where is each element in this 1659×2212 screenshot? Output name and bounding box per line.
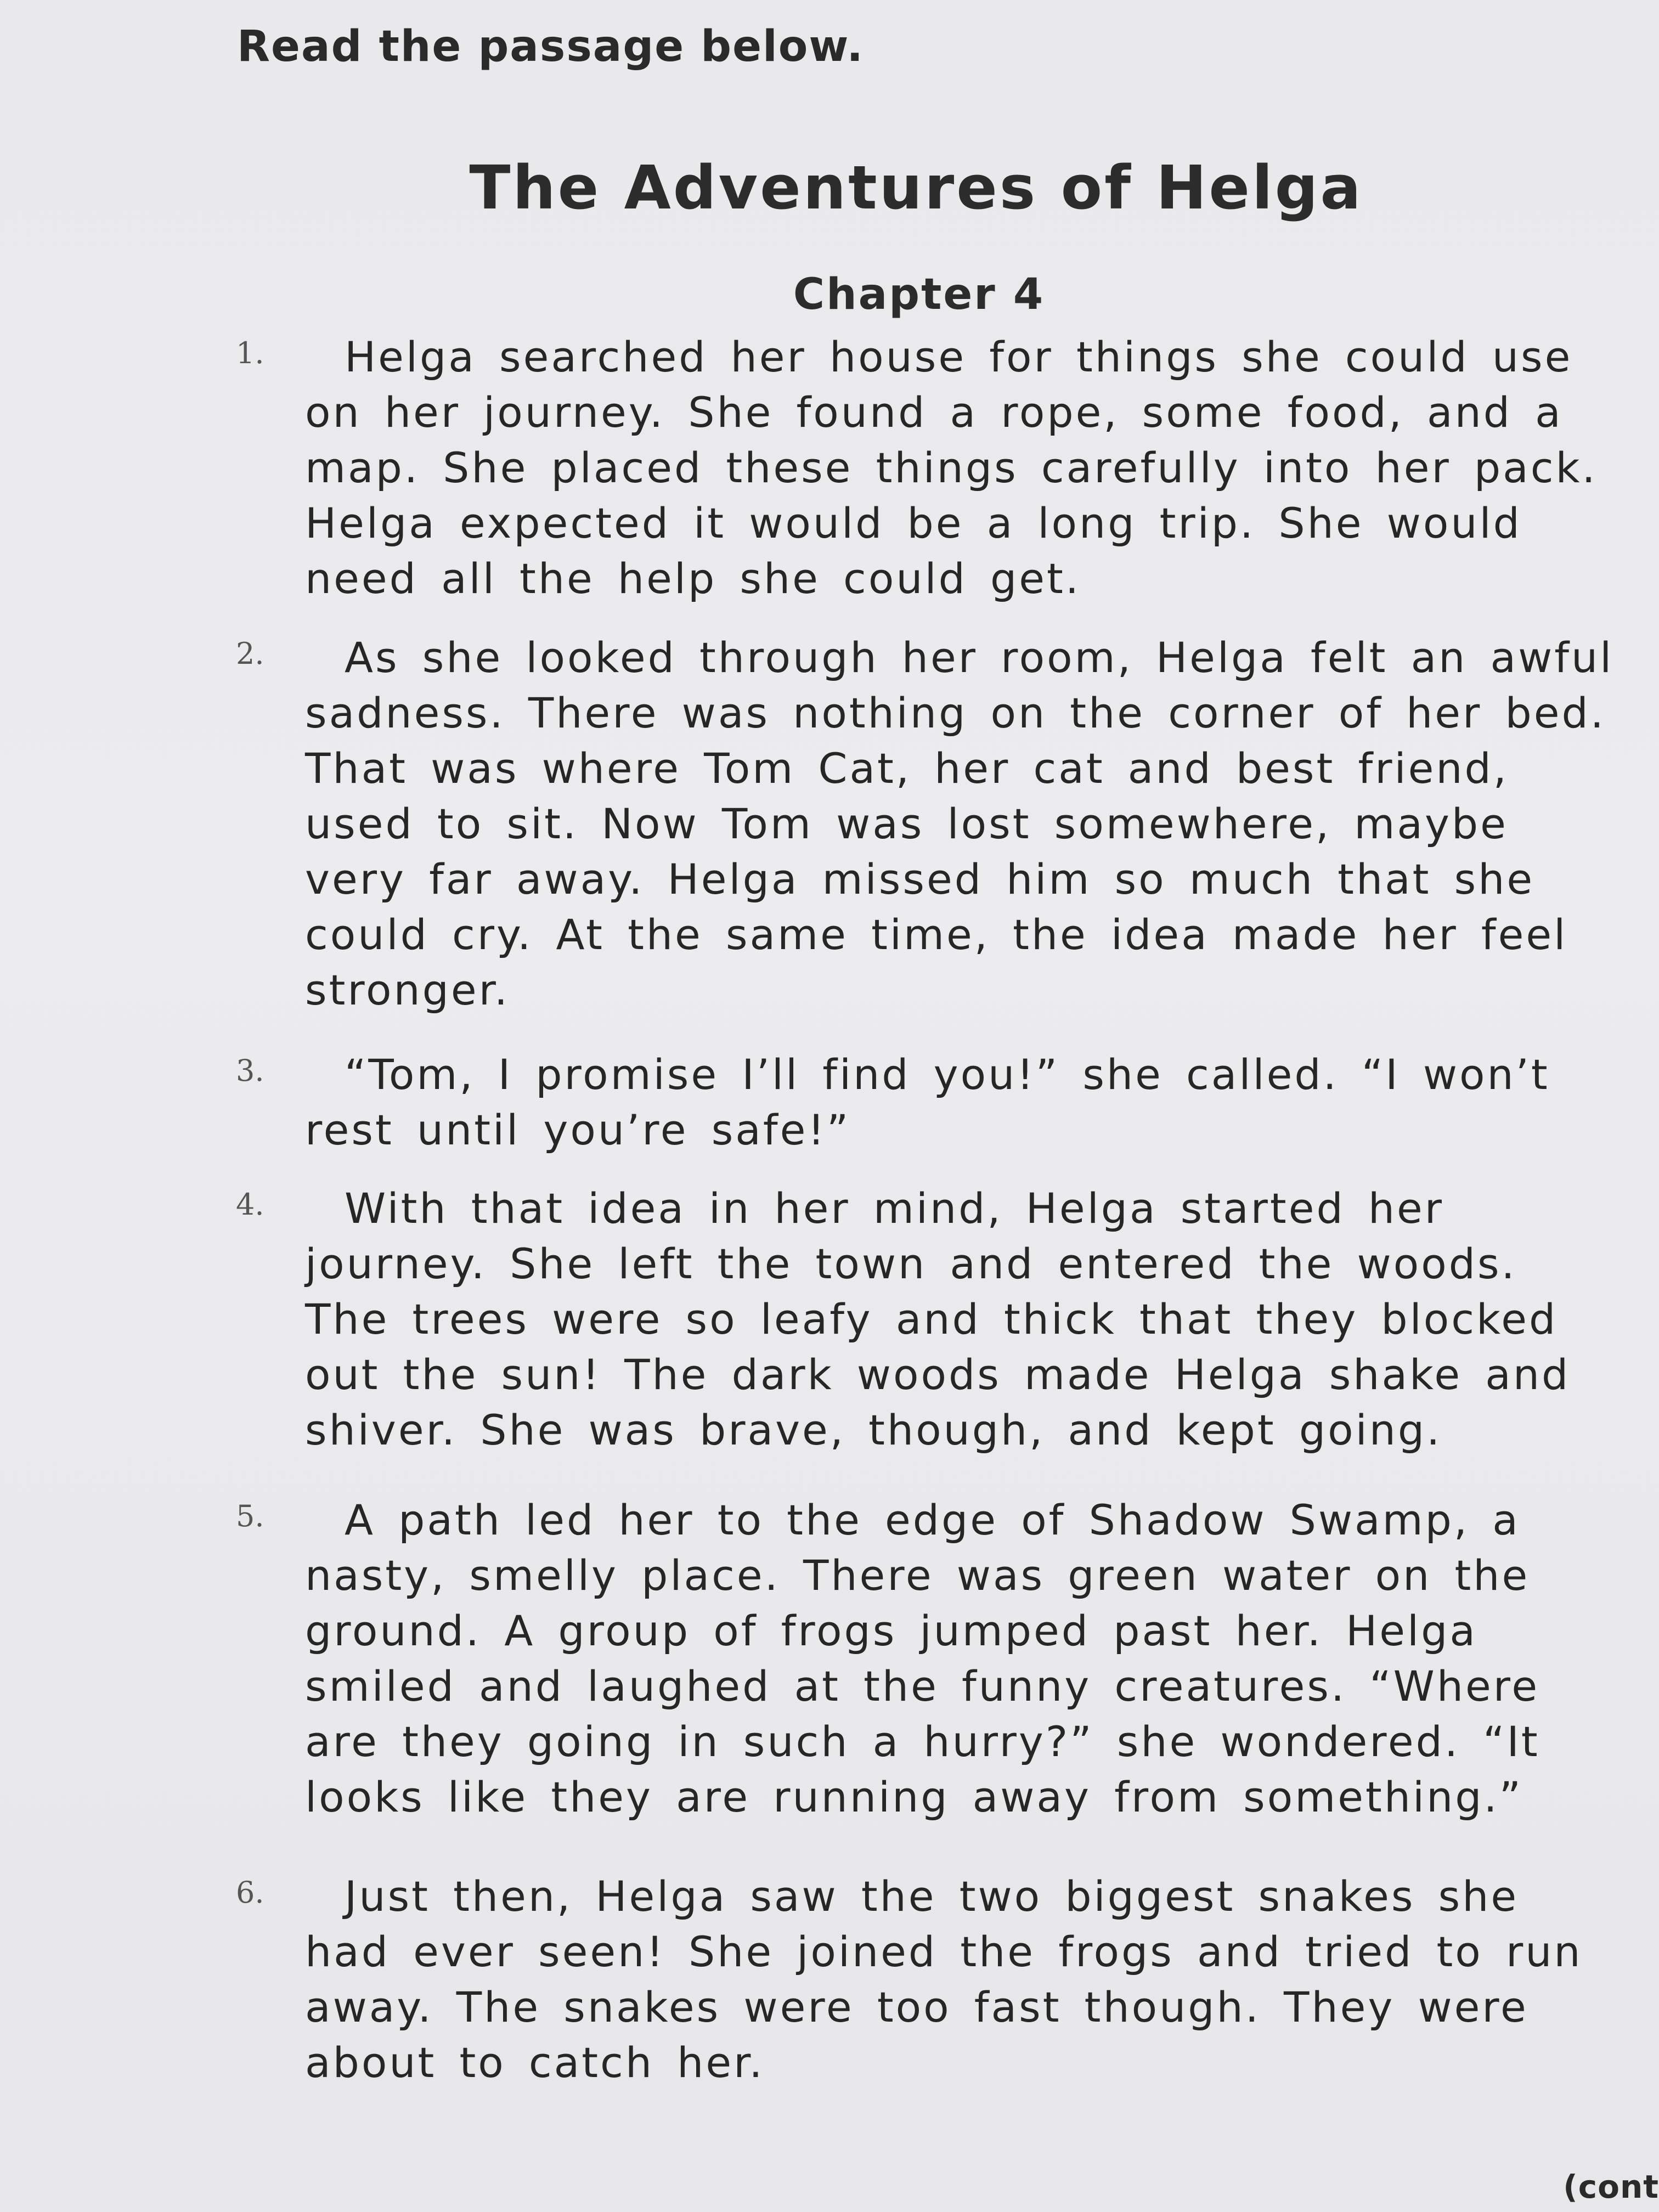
instruction-text: Read the passage below.	[237, 22, 865, 71]
paragraph-number: 5.	[236, 1499, 264, 1533]
story-title: The Adventures of Helga	[469, 153, 1363, 223]
continued-marker: (cont	[1563, 2168, 1659, 2205]
paragraph-number: 2.	[236, 636, 264, 671]
paragraph-text: A path led her to the edge of Shadow Swamp, a nasty, smelly place. There was green water on the ground. A group of frogs jumped past her. Helga smiled and laughed at the funny creatures. “Where are they going in such a hurry?” she wondered. “It looks like they are running away from something.”	[305, 1496, 1540, 1821]
paragraph-number: 1.	[236, 336, 264, 370]
paragraph-number: 4.	[236, 1187, 264, 1222]
paragraph-text: “Tom, I promise I’ll find you!” she called. “I won’t rest until you’re safe!”	[305, 1050, 1550, 1154]
paragraph-text: With that idea in her mind, Helga started her journey. She left the town and entered the woods. The trees were so leafy and thick that they blocked out the sun! The dark woods made Helga shake and shiver. She was brave, though, and kept going.	[305, 1184, 1571, 1454]
paragraph-text: Helga searched her house for things she could use on her journey. She found a rope, some food, and a map. She placed these things carefully into her pack. Helga expected it would be a long trip. She would need all the help she could get.	[305, 332, 1598, 603]
paragraph-text: Just then, Helga saw the two biggest snakes she had ever seen! She joined the frogs and tried to run away. The snakes were too fast though. They were about to catch her.	[305, 1872, 1583, 2087]
paragraph-number: 6.	[236, 1875, 264, 1910]
chapter-heading: Chapter 4	[793, 270, 1045, 319]
paragraph-text: As she looked through her room, Helga felt an awful sadness. There was nothing on the corner of her bed. That was where Tom Cat, her cat and best friend, used to sit. Now Tom was lost somewhere, maybe very far away. Helga missed him so much that she could cry. At the same time, the idea made her feel stronger.	[305, 633, 1614, 1014]
paragraph-number: 3.	[236, 1053, 264, 1088]
